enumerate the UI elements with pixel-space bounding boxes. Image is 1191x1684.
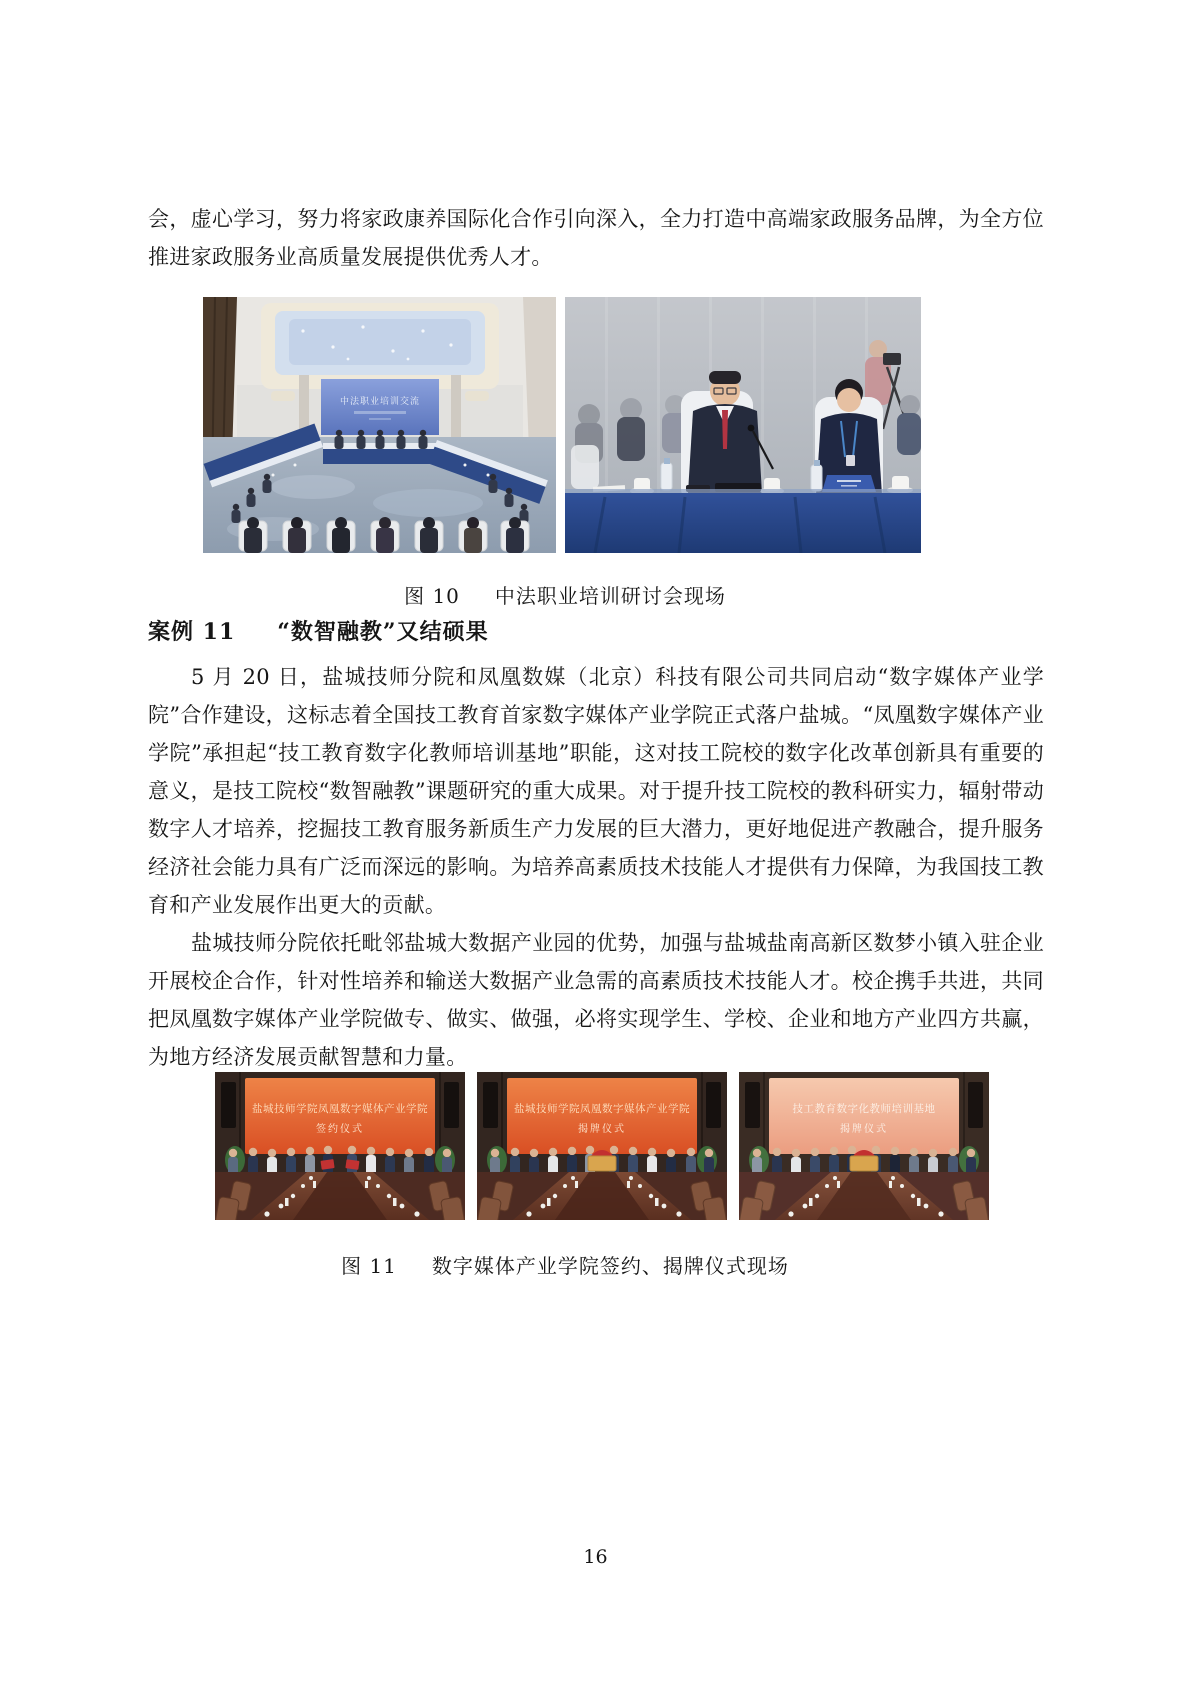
figure11-caption-text: 数字媒体产业学院签约、揭牌仪式现场 xyxy=(431,1254,789,1278)
figure11-photo2-screen-line2: 揭牌仪式 xyxy=(578,1124,626,1135)
case11-body xyxy=(148,658,1044,1076)
figure11-photo-unveiling-ceremony xyxy=(477,1072,727,1220)
figure11-photo1-screen-line2: 签约仪式 xyxy=(316,1124,364,1135)
figure10-caption-label: 图 10 xyxy=(404,584,460,608)
figure11-caption-label: 图 11 xyxy=(341,1254,397,1278)
intro-paragraph: 会，虚心学习，努力将家政康养国际化合作引向深入，全力打造中高端家政服务品牌，为全方位推进家政服务业高质量发展提供优秀人才。 xyxy=(148,207,1044,269)
figure11-photo-signing-ceremony xyxy=(215,1072,465,1220)
figure11-photo1-screen-line1: 盐城技师学院凤凰数字媒体产业学院 xyxy=(252,1103,428,1115)
figure10-screen-text: 中法职业培训交流 xyxy=(339,397,421,407)
figure10-photo-conference-hall xyxy=(203,297,556,553)
case11-paragraph-1: 5 月 20 日，盐城技师分院和凤凰数媒（北京）科技有限公司共同启动“数字媒体产业学院”合作建设，这标志着全国技工教育首家数字媒体产业学院正式落户盐城。“凤凰数字媒体产业学院”承担起“技工教育数字化教师培训基地”职能，这对技工院校的数字化改革创新具有重要的意义，是技工院校“数智融教”课题研究的重大成果。对于提升技工院校的教科研实力，辐射带动数字人才培养，挖掘技工教育服务新质生产力发展的巨大潜力，更好地促进产教融合，提升服务经济社会能力具有广泛而深远的影响。为培养高素质技术技能人才提供有力保障，为我国技工教育和产业发展作出更大的贡献。 xyxy=(148,665,1044,917)
figure10-caption-text: 中法职业培训研讨会现场 xyxy=(494,584,726,608)
figure11-photo-training-base-unveiling xyxy=(739,1072,989,1220)
figure10-photo-row xyxy=(203,297,921,553)
figure11-photo3-screen-line2: 揭牌仪式 xyxy=(840,1124,888,1135)
figure10-caption xyxy=(148,580,1044,609)
figure11-photo-row xyxy=(215,1072,989,1220)
figure10-photo-speakers-closeup xyxy=(565,297,921,553)
case11-heading-title: “数智融教”又结硕果 xyxy=(277,619,489,645)
figure11-photo2-screen-line1: 盐城技师学院凤凰数字媒体产业学院 xyxy=(514,1103,690,1115)
figure11-photo3-screen-line1: 技工教育数字化教师培训基地 xyxy=(792,1103,936,1115)
case11-heading xyxy=(148,615,489,646)
page-number: 16 xyxy=(583,1546,608,1568)
case11-paragraph-2: 盐城技师分院依托毗邻盐城大数据产业园的优势，加强与盐城盐南高新区数梦小镇入驻企业开展校企合作，针对性培养和输送大数据产业急需的高素质技术技能人才。校企携手共进，共同把凤凰数字媒体产业学院做专、做实、做强，必将实现学生、学校、企业和地方产业四方共赢，为地方经济发展贡献智慧和力量。 xyxy=(148,931,1044,1069)
figure11-caption xyxy=(148,1250,1044,1279)
case11-heading-label: 案例 11 xyxy=(148,619,236,645)
